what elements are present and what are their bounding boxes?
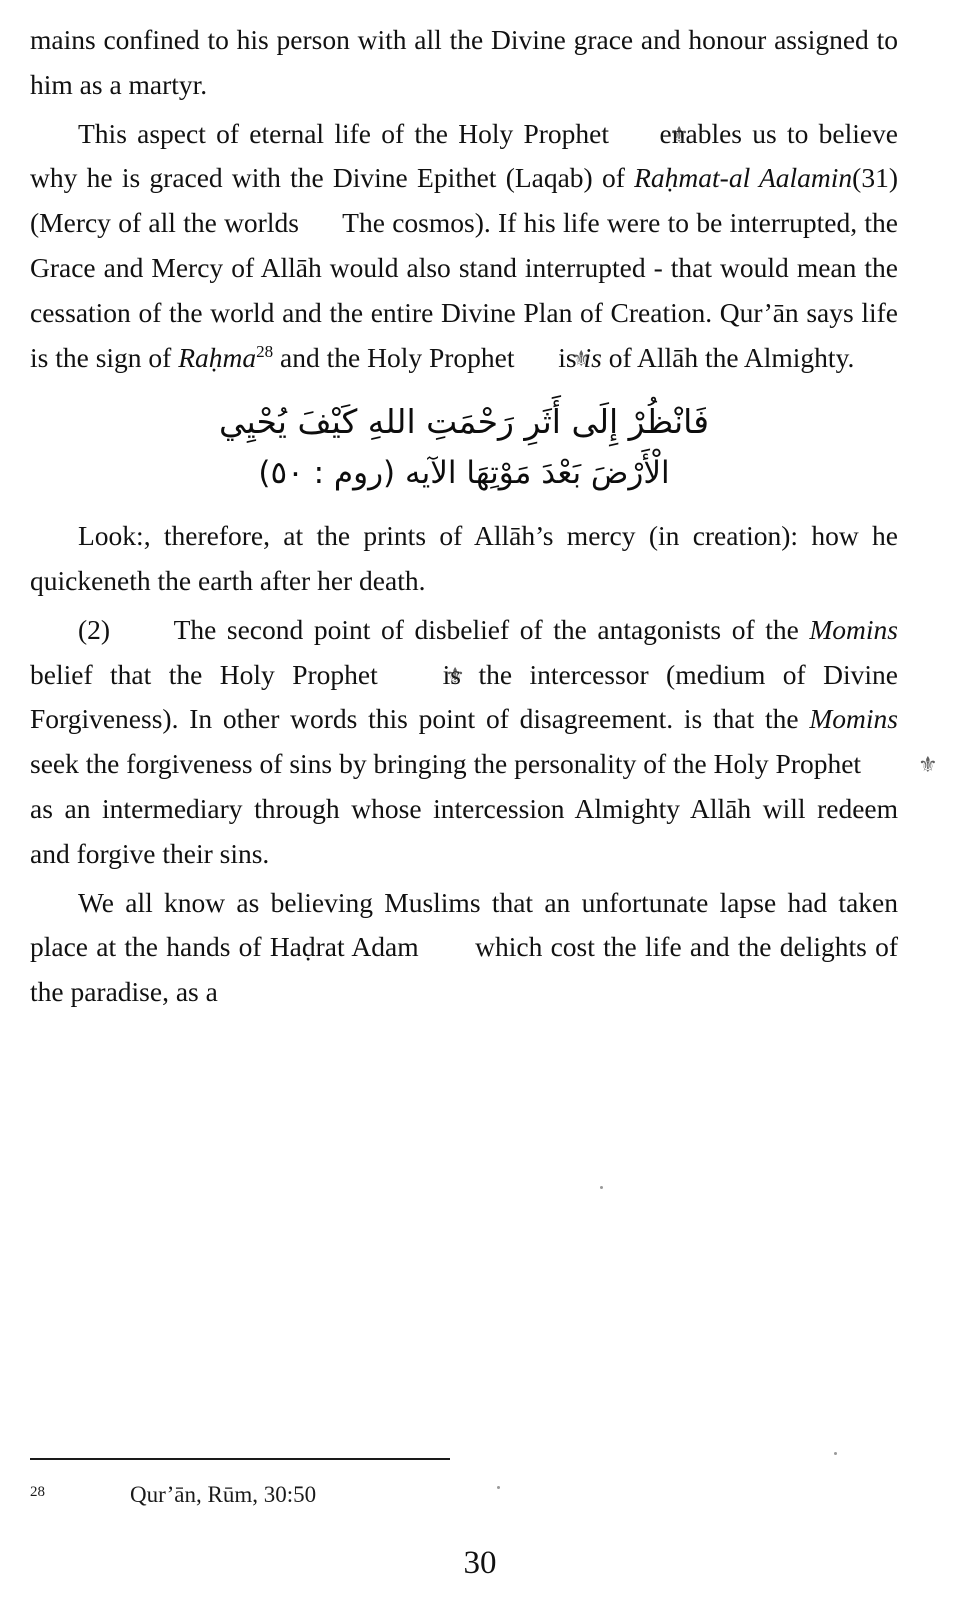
italic-term-rahmat-al-aalamin: Raḥmat-al Aalamin — [634, 162, 853, 194]
paragraph-continued — [30, 18, 898, 108]
paragraph-translation — [30, 514, 898, 604]
italic-term-momins-second: Momins — [809, 703, 898, 735]
footnote-divider — [30, 1458, 450, 1460]
arabic-quotation-line-1: فَانْظُرْ إِلَى أَثَرِ رَحْمَتِ اللهِ كَيْفَ يُحْيِي — [219, 401, 709, 441]
page-body — [30, 18, 898, 1015]
footnote-entry — [30, 1482, 898, 1508]
scan-speck — [600, 1186, 603, 1189]
footnote-reference-28: 28 — [256, 341, 274, 361]
paragraph-text: mains confined to his person with all the Divine grace and honour assigned to him as a martyr. — [30, 24, 898, 100]
italic-term-rahma-first: Raḥma — [178, 341, 257, 373]
paragraph-eternal-life: This aspect of eternal life of the Holy Prophet ⚜ enables us to believe why he is graced with the Divine Epithet (Laqab) of Raḥmat-al Aalamin(31) (Mercy of all the worlds The cosmos). If his life were to be interrupted, the Grace and Mercy of Allāh would also stand interrupted - that would mean the cessation of the world and the entire Divine Plan of Creation. Qur’ān says life is the sign of Raḥma$^{28}$ and the Holy Prophet ⚜ is is of Allāh the Almighty. — [30, 112, 898, 381]
paragraph-point-two: (2) The second point of disbelief of the antagonists of the Momins belief that the Holy Prophet ⚜ is the intercessor (medium of Divine Forgiveness). In other words this point of disagreement. is that the Momins seek the forgiveness of sins by bringing the personality of the Holy Prophet ⚜ as an intermediary through whose intercession Almighty Allāh will redeem and forgive their sins. — [30, 608, 898, 877]
alaihis-salam-icon — [427, 934, 467, 954]
pbuh-salutation-icon — [397, 664, 423, 688]
paragraph-adam: We all know as believing Muslims that an unfortunate lapse had taken place at the hands of Haḍrat Adam which cost the life and the delights of the paradise, as a — [30, 886, 898, 1008]
arabic-quotation-line-2: الْأَرْضَ بَعْدَ مَوْتِهَا الآيه (روم : ٥٠) — [258, 454, 670, 491]
point-number: (2) — [78, 613, 111, 645]
footnote-area — [30, 1458, 898, 1508]
scan-speck — [834, 1452, 837, 1455]
italic-term-rahma-second: is — [583, 341, 609, 373]
pbuh-salutation-icon — [523, 347, 549, 371]
page-number: 30 — [463, 1545, 497, 1581]
pbuh-salutation-icon — [870, 753, 896, 777]
italic-term-momins-first: Momins — [809, 613, 898, 645]
arabic-quotation — [30, 395, 898, 499]
footnote-marker: 28 — [30, 1484, 45, 1500]
translation-text: Look:, therefore, at the prints of Allāh’s mercy (in creation): how he quickeneth the earth after her death. — [30, 520, 898, 596]
pbuh-salutation-icon — [621, 123, 647, 147]
footnote-text: Qur’ān, Rūm, 30:50 — [130, 1482, 317, 1507]
